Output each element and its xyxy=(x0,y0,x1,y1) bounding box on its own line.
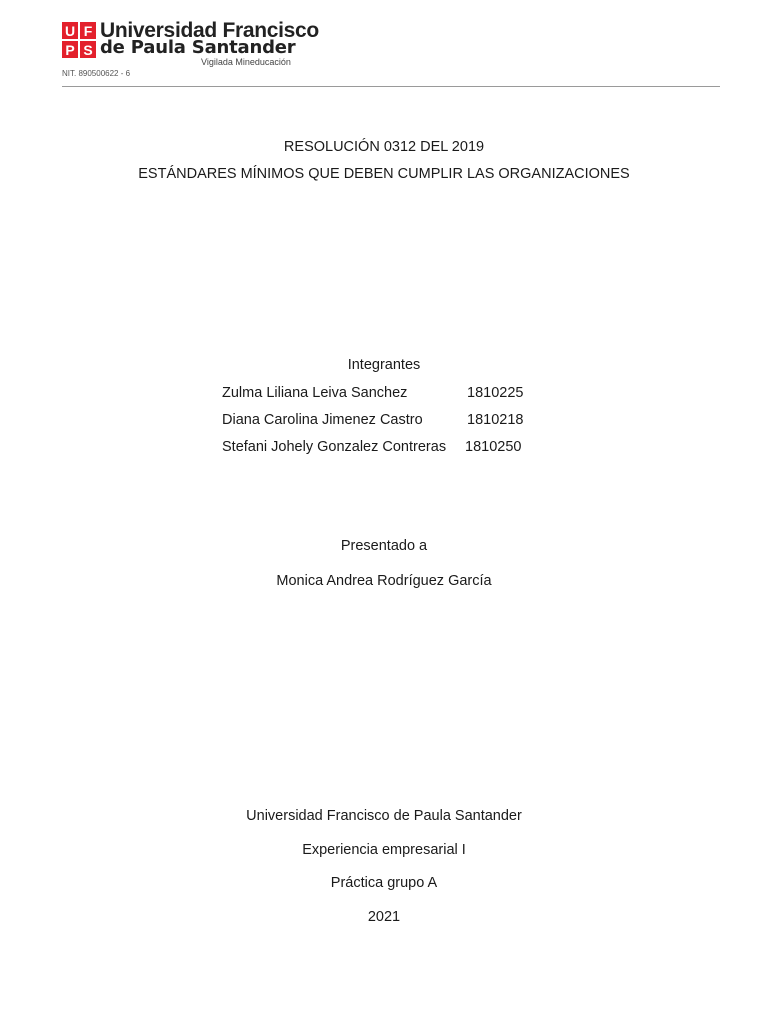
nit-label: NIT. 890500622 - 6 xyxy=(62,69,131,78)
member-code: 1810225 xyxy=(467,385,524,401)
footer-group: Práctica grupo A xyxy=(330,875,438,891)
logo-letter-p: P xyxy=(65,42,75,58)
footer-course: Experiencia empresarial I xyxy=(302,842,466,858)
member-name: Stefani Johely Gonzalez Contreras xyxy=(222,439,447,455)
members-heading: Integrantes xyxy=(347,357,421,373)
resolution-title: RESOLUCIÓN 0312 DEL 2019 xyxy=(283,139,485,155)
member-code: 1810218 xyxy=(467,412,524,428)
footer-year: 2021 xyxy=(367,909,401,925)
presented-to-label: Presentado a xyxy=(340,538,428,554)
member-row xyxy=(222,439,542,457)
logo-letter-u: U xyxy=(64,23,76,39)
member-row xyxy=(222,412,542,430)
logo-letter-s: S xyxy=(83,42,93,58)
member-code: 1810250 xyxy=(465,439,522,455)
footer-university: Universidad Francisco de Paula Santander xyxy=(246,808,522,824)
member-name: Diana Carolina Jimenez Castro xyxy=(222,412,423,428)
vigilada-label: Vigilada Mineducación xyxy=(201,57,291,67)
ufps-logo-icon xyxy=(62,22,96,58)
teacher-name: Monica Andrea Rodríguez García xyxy=(276,573,492,589)
header-divider xyxy=(62,86,720,87)
document-subtitle: ESTÁNDARES MÍNIMOS QUE DEBEN CUMPLIR LAS ORGANIZACIONES xyxy=(138,166,630,182)
logo-letter-f: F xyxy=(83,23,93,39)
letterhead xyxy=(62,20,720,90)
university-name-line1: Universidad Francisco xyxy=(100,19,319,42)
member-row xyxy=(222,385,542,403)
university-name-line2: de Paula Santander xyxy=(100,37,296,58)
member-name: Zulma Liliana Leiva Sanchez xyxy=(222,385,408,401)
